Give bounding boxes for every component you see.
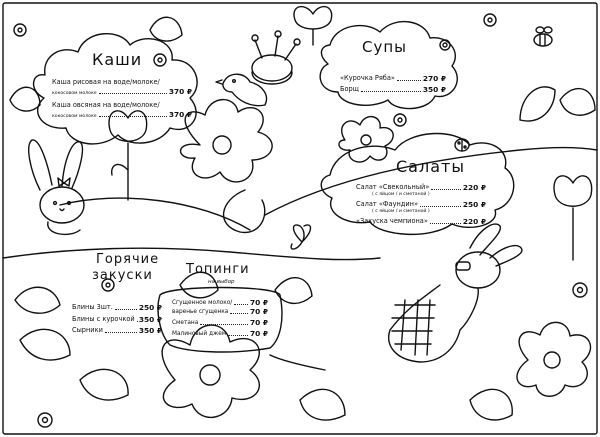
dot-leader (420, 206, 461, 207)
tulip-icon (294, 7, 332, 45)
bird-icon (216, 74, 267, 105)
menu-item (172, 318, 268, 327)
menu-item-name: Каша рисовая на воде/молоке/ (52, 78, 160, 86)
menu-item-name: Каша овсяная на воде/молоке/ (52, 101, 160, 109)
menu-item-name: Борщ (340, 85, 359, 94)
bunny-icon (29, 140, 84, 235)
bee-icon (534, 27, 552, 46)
supy-cloud (320, 22, 457, 109)
menu-item-note-row (52, 110, 192, 119)
menu-item (172, 329, 268, 338)
menu-item-note-row (372, 209, 430, 214)
dot-leader (228, 335, 248, 336)
menu-item-name: Салат «Фаундин» (356, 200, 418, 209)
menu-item (340, 74, 446, 83)
dot-leader (234, 304, 248, 305)
butterfly-icon (291, 225, 310, 249)
menu-item-name: «Курочка Ряба» (340, 74, 395, 83)
menu-item-price: 370 ₽ (168, 87, 192, 96)
pincushion-icon (252, 31, 300, 84)
toppingi-title: Топинги (186, 262, 250, 277)
menu-item-name: Блины с курочкой (72, 315, 135, 324)
flower-icon (517, 322, 591, 396)
menu-item-price: 70 ₽ (249, 329, 268, 338)
menu-item (72, 326, 162, 335)
bunny-icon (270, 224, 522, 370)
menu-item-name: Сгущенное молоко/ (172, 300, 233, 307)
menu-item-price: 350 ₽ (422, 85, 446, 94)
menu-item-note: ( с яйцом / и сметаной ) (372, 209, 430, 214)
menu-item (356, 183, 486, 192)
menu-item (172, 298, 268, 307)
ladybug-icon (455, 139, 469, 151)
menu-item (356, 217, 486, 226)
dot-leader (361, 91, 421, 92)
menu-item-note: кокосовом молоке (52, 113, 97, 119)
menu-item-price: 70 ₽ (249, 298, 268, 307)
kashi-title: Каши (92, 50, 143, 69)
menu-item-name: «Закуска чемпиона» (356, 217, 428, 226)
supy-title: Супы (362, 38, 408, 56)
menu-item (172, 307, 268, 316)
menu-item-price: 370 ₽ (168, 110, 192, 119)
menu-item (72, 315, 162, 324)
dot-leader (105, 332, 137, 333)
dot-leader (99, 116, 167, 117)
dot-leader (431, 189, 460, 190)
menu-item-price: 220 ₽ (462, 183, 486, 192)
menu-item-name: Сметана (172, 320, 199, 327)
menu-item-name: варенье сгущенка (172, 309, 229, 316)
flower-icon (339, 117, 393, 162)
goryachie-title-line1: Горячие (96, 252, 160, 267)
flower-icon (162, 325, 259, 417)
menu-item (72, 303, 162, 312)
menu-item-price: 270 ₽ (422, 74, 446, 83)
dot-leader (397, 80, 421, 81)
menu-item (340, 85, 446, 94)
menu-item (356, 200, 486, 209)
goryachie-title-line2: закуски (92, 268, 153, 283)
menu-item-note-row (52, 87, 192, 96)
menu-item-price: 220 ₽ (462, 217, 486, 226)
menu-item (52, 79, 192, 87)
menu-item (52, 102, 192, 110)
menu-item-price: 250 ₽ (462, 200, 486, 209)
menu-item-note: ( с яйцом / и сметаной ) (372, 192, 430, 197)
menu-item-price: 70 ₽ (249, 318, 268, 327)
menu-item-price: 350 ₽ (138, 326, 162, 335)
menu-item-name: Салат «Свекольный» (356, 183, 430, 192)
menu-item-name: Малиновый джем (172, 331, 227, 338)
menu-item-name: Блины 3шт. (72, 303, 113, 312)
toppingi-subtitle: на выбор (208, 279, 235, 285)
menu-item-price: 70 ₽ (249, 307, 268, 316)
menu-item-note-row (372, 192, 430, 197)
dot-leader (115, 309, 137, 310)
dot-leader (200, 324, 248, 325)
salaty-title: Салаты (396, 157, 465, 176)
middle-hill (60, 198, 250, 230)
tulip-icon (554, 176, 592, 260)
dot-leader (230, 313, 248, 314)
menu-item-name: Сырники (72, 326, 103, 335)
dot-leader (430, 223, 461, 224)
menu-item-note: кокосовом молоке (52, 90, 97, 96)
menu-item-price: 250 ₽ (138, 303, 162, 312)
left-hill (3, 248, 380, 259)
menu-item-price: 350 ₽ (138, 315, 162, 324)
tulip-icon (109, 111, 147, 200)
dot-leader (99, 93, 167, 94)
